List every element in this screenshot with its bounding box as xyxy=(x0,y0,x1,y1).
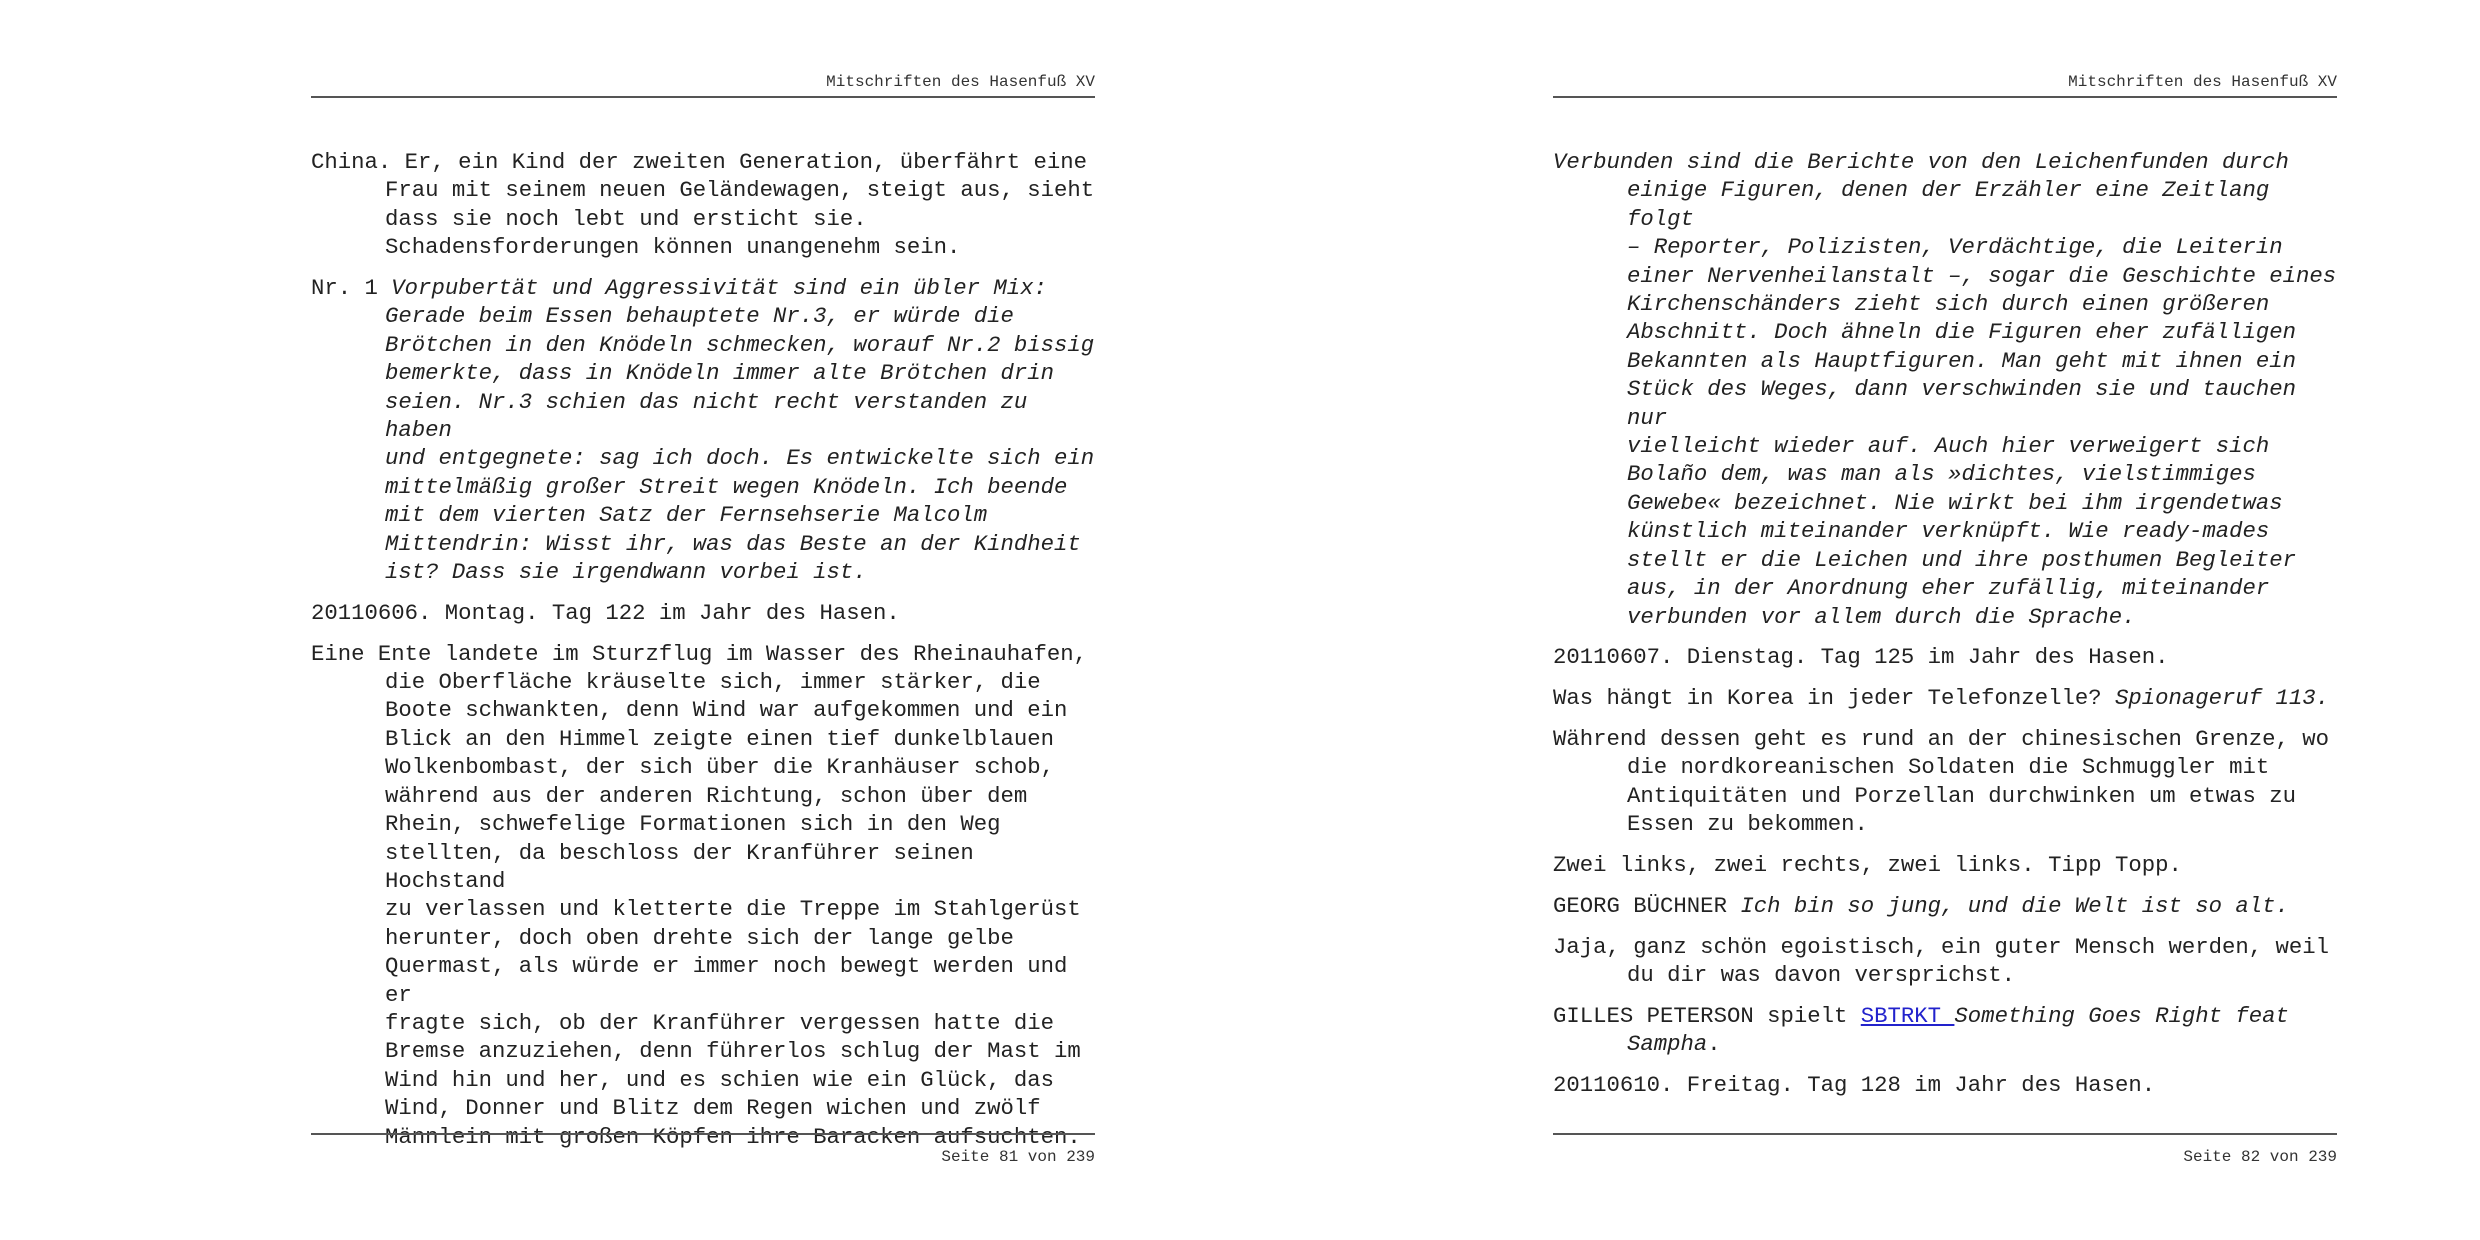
date-entry: 20110606. Montag. Tag 122 im Jahr des Hasen. xyxy=(311,599,900,626)
footer-rule xyxy=(1553,1133,2337,1135)
paragraph: Eine Ente landete im Sturzflug im Wasser des Rheinauhafen, die Oberfläche kräuselte sich, immer stärker, die Boote schwankten, denn Wind war aufgekommen und ein Blick an den Himmel zeigte einen tief dunkelblauen Wolkenbombast, der sich über die Kranhäuser schob, während aus der anderen Richtung, schon über dem Rhein, schwefelige Formationen sich in den Weg stellten, da beschloss der Kranführer seinen Hochstand zu verlassen und kletterte die Treppe im Stahlgerüst herunter, doch oben drehte sich der lange gelbe Quermast, als würde er immer noch bewegt werden und er fragte sich, ob der Kranführer vergessen hatte die Bremse anzuziehen, denn führerlos schlug der Mast im Wind hin und her, und es schien wie ein Glück, das Wind, Donner und Blitz dem Regen wichen und zwölf Männlein mit großen Köpfen ihre Baracken aufsuchten. xyxy=(311,640,1088,1150)
page-number: Seite 82 von 239 xyxy=(2183,1148,2337,1166)
paragraph: Zwei links, zwei rechts, zwei links. Tipp Topp. xyxy=(1553,851,2182,878)
punctuation: . xyxy=(1707,1031,1721,1058)
answer-text: Spionageruf 113. xyxy=(2114,685,2330,712)
header-rule xyxy=(311,96,1095,98)
header-rule xyxy=(1553,96,2337,98)
artist-link[interactable]: SBTRKT xyxy=(1860,1002,1955,1029)
paragraph: Jaja, ganz schön egoistisch, ein guter Mensch werden, weil du dir was davon versprichst. xyxy=(1553,933,2330,988)
italic-quote: Vorpubertät und Aggressivität sind ein übler Mix: Gerade beim Essen behauptete Nr.3, er würde die Brötchen in den Knödeln schmecken, worauf Nr.2 bissig bemerkte, dass in Knödeln immer alte Brötchen drin seien. Nr.3 schien das nicht recht verstanden zu haben und entgegnete: sag ich doch. Es entwickelte sich ein mittelmäßig großer Streit wegen Knödeln. Ich beende mit dem vierten Satz der Fernsehserie Malcolm Mittendrin: Wisst ihr, was das Beste an der Kindheit ist? Dass sie irgendwann vorbei ist. xyxy=(385,275,1095,586)
italic-quote: Verbunden sind die Berichte von den Leichenfunden durch einige Figuren, denen der Erzähler eine Zeitlang folgt – Reporter, Polizisten, Verdächtige, die Leiterin einer Nervenheilanstalt –, sogar die Geschichte eines Kirchenschänders zieht sich durch einen größeren Abschnitt. Doch ähneln die Figuren eher zufälligen Bekannten als Hauptfiguren. Man geht mit ihnen ein Stück des Weges, dann verschwinden sie und tauchen nur vielleicht wieder auf. Auch hier verweigert sich Bolaño dem, was man als »dichtes, vielstimmiges Gewebe« bezeichnet. Nie wirkt bei ihm irgendetwas künstlich miteinander verknüpft. Wie ready-mades stellt er die Leichen und ihre posthumen Begleiter aus, in der Anordnung eher zufällig, miteinander verbunden vor allem durch die Sprache. xyxy=(1553,149,2337,630)
paragraph: China. Er, ein Kind der zweiten Generation, überfährt eine Frau mit seinem neuen Geländewagen, steigt aus, sieht dass sie noch lebt und ersticht sie. Schadensforderungen können unangenehm sein. xyxy=(311,149,1095,261)
track-title: Something Goes Right feat Sampha xyxy=(1627,1002,2289,1058)
entry-label: Nr. 1 xyxy=(311,275,392,302)
paragraph xyxy=(1553,892,2343,920)
footer-rule xyxy=(311,1133,1095,1135)
author-name: GEORG BÜCHNER xyxy=(1553,892,1741,919)
paragraph xyxy=(1553,684,2343,712)
quote-text: Ich bin so jung, und die Welt ist so alt. xyxy=(1740,892,2289,919)
left-page xyxy=(311,0,1095,1240)
paragraph: Während dessen geht es rund an der chinesischen Grenze, wo die nordkoreanischen Soldaten die Schmuggler mit Antiquitäten und Porzellan durchwinken um etwas zu Essen zu bekommen. xyxy=(1553,725,2330,838)
date-entry: 20110610. Freitag. Tag 128 im Jahr des Hasen. xyxy=(1553,1071,2156,1098)
dj-name: GILLES PETERSON spielt xyxy=(1553,1002,1861,1029)
running-head: Mitschriften des Hasenfuß XV xyxy=(2068,73,2337,91)
page-number: Seite 81 von 239 xyxy=(941,1148,1095,1166)
question-text: Was hängt in Korea in jeder Telefonzelle? xyxy=(1553,685,2115,712)
page-body xyxy=(1553,148,2343,1112)
page-body xyxy=(311,148,1101,1163)
paragraph xyxy=(311,274,1101,586)
date-entry: 20110607. Dienstag. Tag 125 im Jahr des Hasen. xyxy=(1553,644,2169,671)
running-head: Mitschriften des Hasenfuß XV xyxy=(826,73,1095,91)
right-page xyxy=(1553,0,2337,1240)
paragraph xyxy=(1553,1002,2343,1059)
